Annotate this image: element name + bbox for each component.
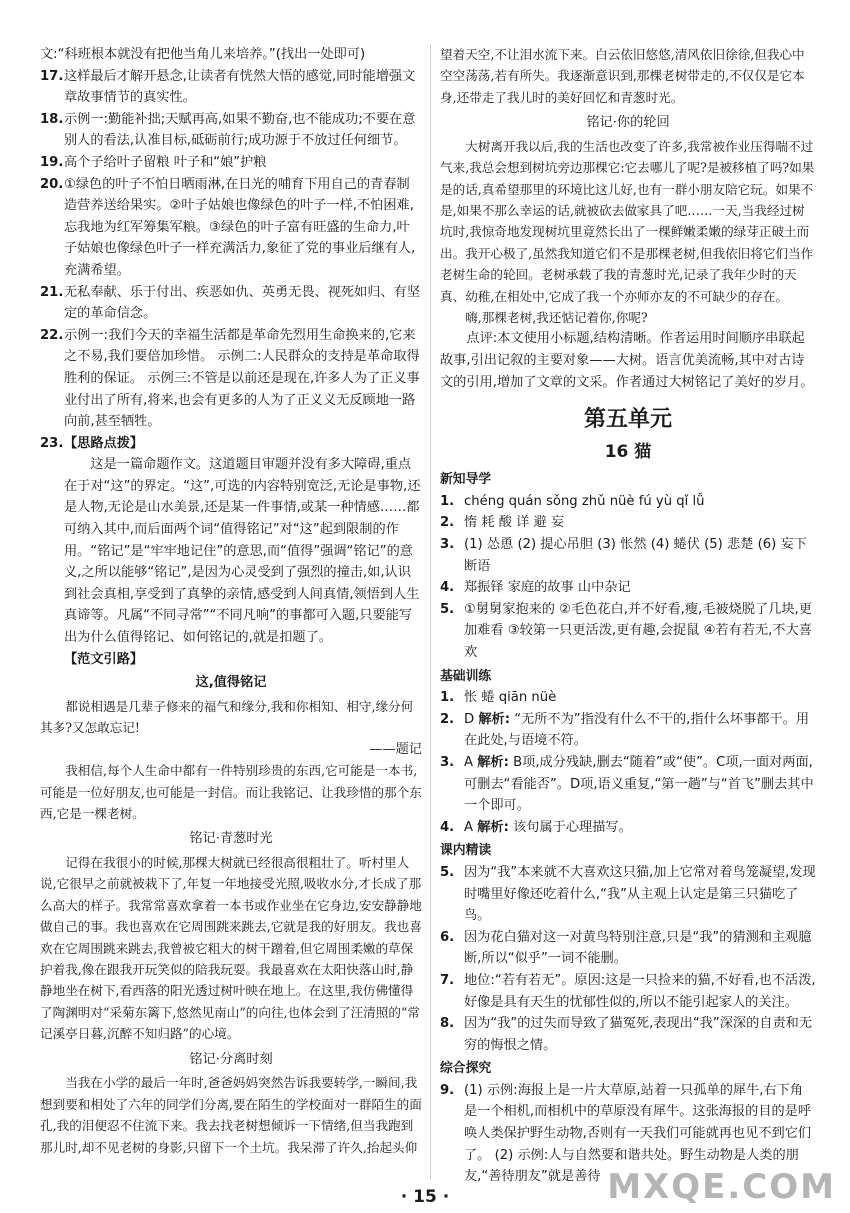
answer-text: ①绿色的叶子不怕日晒雨淋,在日光的哺育下用自己的青春制造营养送给果实。②叶子姑娘也像绿色的叶子一样,不怕困难,忘我地为红军筹集军粮。③绿色的叶子富有旺盛的生命力,叶子姑娘也像绿色叶子一样充满活力,象征了党的事业后继有人,充满希望。 [64,176,416,278]
answer-choice: A [464,754,474,770]
answer-number: 4. [440,819,455,835]
answer-b4 [440,817,816,839]
epigraph-signature: ——题记 [369,741,422,757]
answer-number: 5. [440,864,455,880]
answer-21 [40,282,422,325]
answer-text: 地位:“若有若无”。原因:这是一只捡来的猫,不好看,也不活泼,好像是具有天生的忧郁性似的,所以不能引起家人的关注。 [464,972,816,1010]
essay-paragraph: 望着天空,不让泪水流下来。白云依旧悠悠,清风依旧徐徐,但我心中空空荡荡,若有所失。我逐渐意识到,那棵老树带走的,不仅仅是它本身,还带走了我儿时的美好回忆和青葱时光。 [440,47,805,105]
answer-number: 6. [440,929,455,945]
section-comprehensive: 综合探究 [440,1061,492,1077]
answer-text: 郑振铎 家庭的故事 山中杂记 [464,580,631,596]
analysis-label: 解析: [477,819,509,835]
answer-text: (1) 怂恿 (2) 提心吊胆 (3) 怅然 (4) 蜷伏 (5) 悲楚 (6) 妄下断语 [464,537,807,574]
essay-title: 这,值得铭记 [195,675,267,691]
essay-paragraph: 当我在小学的最后一年时,爸爸妈妈突然告诉我要转学,一瞬间,我想到要和相处了六年的同学们分离,要在陌生的学校面对一群陌生的面孔,我的泪便忍不住流下来。我去找老树想倾诉一下情绪,但当我跑到那儿时,却不见老树的身影,只留下一个土坑。我呆滞了许久,抬起头仰 [40,1075,422,1155]
answer-number: 3. [440,754,455,770]
section-close-reading: 课内精读 [440,843,492,859]
answer-22 [40,325,422,433]
site-watermark: MXQE.COM [607,1167,836,1207]
answer-n2 [440,512,816,534]
answer-r5 [440,862,816,927]
page-number-value: 15 [413,1187,437,1207]
section-basic-training: 基础训练 [440,668,492,684]
answer-text: 该句属于心理描写。 [513,819,632,835]
answer-number: 19. [40,154,64,170]
answer-number: 1. [440,493,455,509]
answer-text: 惰 耗 酸 详 避 妄 [464,515,565,531]
answer-n1 [440,491,816,513]
answer-text: (1) 示例:海报上是一片大草原,站着一只孤单的犀牛,右下角是一个相机,而相机中的草原没有犀牛。这张海报的目的是呼唤人类保护野生动物,否则有一天我们可能就再也见不到它们了。 (2) 示例:人与自然要和谐共处。野生动物是人类的朋友,“善待朋友”就是善待 [464,1082,812,1185]
lesson-title: 16 猫 [604,442,652,463]
answer-b2 [440,709,816,752]
answer-text: 示例一:我们今天的幸福生活都是革命先烈用生命换来的,它来之不易,我们要倍加珍惜。 示例二:人民群众的支持是革命取得胜利的保证。 示例三:不管是以前还是现在,许多人为了正义事业付出了所有,将来,也会有更多的人为了正义义无反顾地一路向前,甚至牺牲。 [64,327,420,430]
essay-subtitle: 铭记·分离时刻 [189,1051,273,1067]
answer-20 [40,174,422,282]
answer-text: 示例一:勤能补拙;天赋再高,如果不勤奋,也不能成功;不要在意别人的看法,认准目标,砥砺前行;成功源于不放过任何细节。 [64,111,416,149]
answer-23 [40,433,422,671]
answer-number: 4. [440,580,455,596]
answer-text: 因为花白猫对这一对黄鸟特别注意,只是“我”的猜测和主观臆断,所以“似乎”一词不能删。 [464,929,812,967]
answer-18 [40,109,422,152]
section-heading-thinking: 【思路点拨】 [64,435,144,451]
answer-text: 无私奉献、乐于付出、疾恶如仇、英勇无畏、视死如归、有坚定的革命信念。 [64,284,421,322]
analysis-label: 解析: [478,711,511,727]
essay-paragraph: 我相信,每个人生命中都有一件特别珍贵的东西,它可能是一本书,可能是一位好朋友,也可能是一封信。而让我铭记、让我珍惜的那个东西,它是一棵老树。 [40,763,422,822]
answer-r6 [440,927,816,970]
answer-text: 这样最后才解开悬念,让读者有恍然大悟的感觉,同时能增强文章故事情节的真实性。 [64,68,416,106]
page-number: · 15 · [400,1187,450,1207]
continued-answer: 文:“科班根本就没有把他当角儿来培养。”(找出一处即可) [40,47,366,62]
answer-number: 17. [40,68,64,84]
answer-text: ①舅舅家抱来的 ②毛色花白,并不好看,瘦,毛被烧脱了几块,更加难看 ③较第一只更活泼,更有趣,会捉鼠 ④若有若无,不大喜欢 [464,601,812,660]
answer-r7 [440,970,816,1013]
answer-text: 因为“我”的过失而导致了猫冤死,表现出“我”深深的自责和无穷的悔恨之情。 [464,1016,813,1053]
essay-subtitle: 铭记·你的轮回 [586,115,670,131]
answer-number: 1. [440,690,455,706]
answer-number: 20. [40,176,64,192]
answer-17 [40,66,422,109]
answer-text: 高个子给叶子留粮 叶子和“娘”护粮 [64,154,267,170]
answer-text: 因为“我”本来就不大喜欢这只猫,加上它常对着鸟笼凝望,发现时嘴里好像还吃着什么,“我”从主观上认定是第三只猫吃了鸟。 [464,864,816,924]
answer-text: 这是一篇命题作文。这道题目审题并没有多大障碍,重点在于对“这”的界定。“这”,可选的内容特别宽泛,无论是事物,还是人物,无论是山水美景,还是某一件事情,或某一种情感……都可纳入其中,而后面两个词“值得铭记”对“这”起到限制的作用。“铭记”是“牢牢地记住”的意思,而“值得”强调“铭记”的意义,之所以能够“铭记”,是因为心灵受到了强烈的撞击,如,认识到社会真相,享受到了真挚的亲情,感受到人间真情,领悟到人生真谛等。凡属“不同寻常”“不同凡响”的事都可入题,只要能写出为什么值得铭记、如何铭记的,就是扣题了。 [64,457,421,646]
analysis-label: 解析: [477,754,509,770]
answer-number: 2. [440,515,455,531]
answer-number: 2. [440,711,455,727]
answer-text: “无所不为”指没有什么不干的,指什么坏事都干。用在此处,与语境不符。 [464,711,810,749]
essay-paragraph: 记得在我很小的时候,那棵大树就已经很高很粗壮了。听村里人说,它很早之前就被栽下了,年复一年地接受光照,吸收水分,才长成了那么高大的样子。我常常喜欢拿着一本书或作业坐在它身边,安安静静地做自己的事。我也喜欢在它周围跳来跳去,它就是我的好朋友。我也喜欢在它周围跳来跳去,我曾被它粗大的树干蹭着,但它周围柔嫩的草保护着我,像在跟我开玩笑似的陪我玩耍。我最喜欢在太阳快落山时,静静地坐在树下,看西落的阳光透过树叶映在地上。在这里,我仿佛懂得了陶渊明对“采菊东篱下,悠然见南山”的向往,也体会到了汪清照的“常记溪亭日暮,沉醉不知归路”的心境。 [40,855,422,1042]
essay-paragraph: 大树离开我以后,我的生活也改变了许多,我常被作业压得喘不过气来,我总会想到树坑旁边那棵它:它去哪儿了呢?是被移植了吗?如果是的话,真希望那里的环境比这儿好,也有一群小朋友陪它玩。如果不是,如果不那么幸运的话,就被砍去做家具了吧……一天,当我经过树坑时,我惊奇地发现树坑里竟然长出了一棵鲜嫩柔嫩的绿芽正破土而出。我开心极了,虽然我知道它们不是那棵老树,但我依旧将它们当作老树生命的轮回。老树承载了我的青葱时光,记录了我年少时的天真、幼稚,在相处中,它成了我一个亦师亦友的不可缺少的存在。 [440,138,815,304]
section-new-knowledge: 新知导学 [440,472,492,488]
answer-number: 7. [440,972,455,988]
answer-19 [40,152,422,174]
answer-n5 [440,599,816,664]
answer-r8 [440,1013,816,1056]
answer-number: 9. [440,1082,455,1098]
column-divider [430,44,431,1179]
answer-number: 18. [40,111,64,127]
answer-number: 3. [440,537,455,553]
answer-b1 [440,687,816,709]
essay-epigraph: 都说相遇是几辈子修来的福气和缘分,我和你相知、相守,缘分何其多?又怎敢忘记! [40,698,414,736]
essay-comment: 点评:本文使用小标题,结构清晰。作者运用时间顺序串联起故事,引出记叙的主要对象——大树。语言优美流畅,其中对古诗文的引用,增加了文章的文采。作者通过大树铭记了美好的岁月。 [440,331,814,390]
answer-number: 21. [40,284,64,300]
left-column [40,44,422,1158]
essay-paragraph: 嗨,那棵老树,我还惦记着你,你呢? [465,310,648,326]
answer-n4 [440,577,816,599]
answer-choice: A [464,819,474,835]
answer-text: 怅 蜷 qiān nüè [464,690,557,706]
answer-number: 8. [440,1016,455,1032]
right-column [440,44,816,1188]
answer-number: 23. [40,435,64,451]
answer-number: 5. [440,601,455,617]
answer-text: chéng quán sǒng zhǔ nüè fú yù qǐ lǚ [464,493,705,509]
answer-b3 [440,752,816,817]
answer-text: B项,成分残缺,删去“随着”或“使”。C项,一面对两面,可删去“看能否”。D项,语义重复,“第一趟”与“首飞”删去其中一个即可。 [464,754,814,814]
answer-choice: D [464,711,475,727]
section-heading-model: 【范文引路】 [64,651,144,667]
answer-number: 22. [40,327,64,343]
unit-title: 第五单元 [583,407,672,433]
answer-n3 [440,534,816,577]
essay-subtitle: 铭记·青葱时光 [189,831,273,847]
